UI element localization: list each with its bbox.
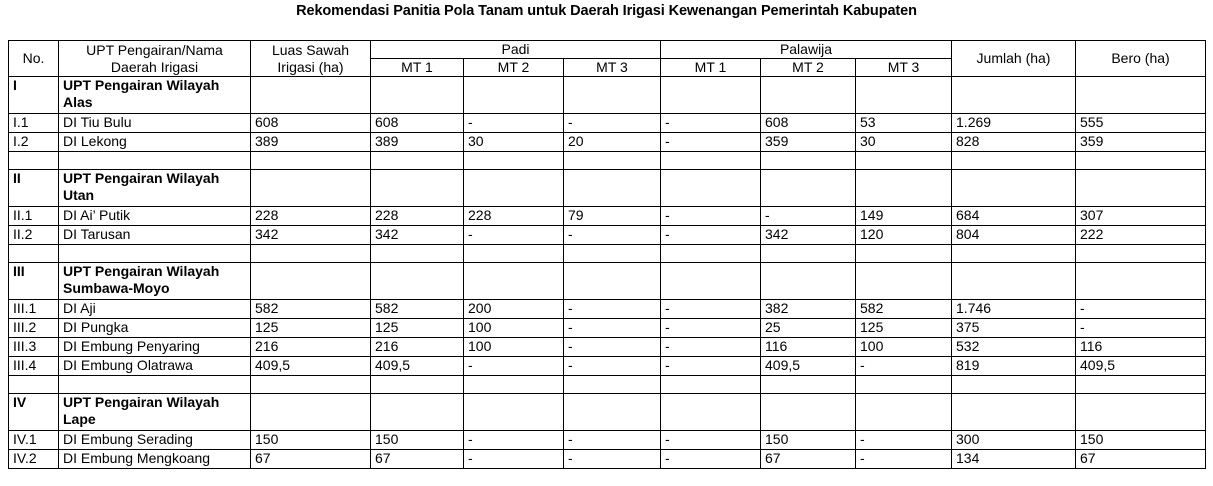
empty-cell [464,152,564,170]
group-row [9,170,1206,207]
row-no-cell: III.1 [9,300,59,319]
empty-cell [856,170,952,207]
luas-sawah-cell: 389 [251,133,371,152]
empty-cell [564,245,661,263]
empty-cell [661,394,761,431]
irrigation-area-name-cell: DI Ai’ Putik [59,207,251,226]
empty-cell [952,245,1076,263]
padi-mt1-cell: 228 [371,207,464,226]
irrigation-area-name-cell: DI Embung Serading [59,431,251,450]
table-row [9,319,1206,338]
header-padi-mt2: MT 2 [464,59,564,77]
empty-cell [564,394,661,431]
palawija-mt2-cell: 25 [761,319,856,338]
padi-mt3-cell: - [564,450,661,469]
jumlah-cell: 819 [952,357,1076,376]
empty-cell [761,152,856,170]
empty-cell [661,263,761,300]
header-upt: UPT Pengairan/Nama Daerah Irigasi [59,41,251,77]
empty-cell [856,376,952,394]
empty-cell [761,77,856,114]
palawija-mt3-cell: 149 [856,207,952,226]
empty-cell [59,152,251,170]
row-no-cell: I.2 [9,133,59,152]
empty-cell [464,245,564,263]
empty-cell [59,376,251,394]
empty-cell [464,394,564,431]
page-title: Rekomendasi Panitia Pola Tanam untuk Daerah Irigasi Kewenangan Pemerintah Kabupaten [296,3,917,19]
empty-cell [856,263,952,300]
palawija-mt2-cell: - [761,207,856,226]
header-palawija-mt2: MT 2 [761,59,856,77]
empty-cell [1076,263,1206,300]
padi-mt3-cell: 79 [564,207,661,226]
padi-mt1-cell: 216 [371,338,464,357]
jumlah-cell: 828 [952,133,1076,152]
group-row [9,263,1206,300]
empty-cell [1076,394,1206,431]
empty-cell [464,77,564,114]
table-row [9,133,1206,152]
spacer-row [9,152,1206,170]
spacer-row [9,245,1206,263]
empty-cell [251,170,371,207]
bero-cell: 67 [1076,450,1206,469]
empty-cell [564,77,661,114]
empty-cell [661,170,761,207]
padi-mt3-cell: - [564,357,661,376]
empty-cell [251,245,371,263]
table-row [9,338,1206,357]
row-no-cell: III.2 [9,319,59,338]
empty-cell [856,394,952,431]
group-name: UPT Pengairan Wilayah Alas [59,77,251,114]
luas-sawah-cell: 125 [251,319,371,338]
luas-sawah-cell: 342 [251,226,371,245]
palawija-mt1-cell: - [661,319,761,338]
irrigation-area-name-cell: DI Embung Mengkoang [59,450,251,469]
irrigation-area-name-cell: DI Embung Penyaring [59,338,251,357]
bero-cell: - [1076,319,1206,338]
empty-cell [464,170,564,207]
palawija-mt1-cell: - [661,226,761,245]
empty-cell [952,170,1076,207]
empty-cell [371,263,464,300]
bero-cell: 409,5 [1076,357,1206,376]
empty-cell [761,170,856,207]
header-row [9,41,1206,59]
palawija-mt1-cell: - [661,450,761,469]
luas-sawah-cell: 216 [251,338,371,357]
empty-cell [251,394,371,431]
jumlah-cell: 1.269 [952,114,1076,133]
palawija-mt3-cell: - [856,357,952,376]
empty-cell [761,245,856,263]
palawija-mt2-cell: 608 [761,114,856,133]
palawija-mt2-cell: 382 [761,300,856,319]
palawija-mt2-cell: 116 [761,338,856,357]
padi-mt2-cell: 100 [464,338,564,357]
palawija-mt3-cell: - [856,450,952,469]
empty-cell [952,152,1076,170]
palawija-mt1-cell: - [661,338,761,357]
padi-mt3-cell: - [564,431,661,450]
header-padi-mt3: MT 3 [564,59,661,77]
table-row [9,114,1206,133]
palawija-mt3-cell: 125 [856,319,952,338]
row-no-cell: II.1 [9,207,59,226]
empty-cell [251,376,371,394]
padi-mt3-cell: - [564,114,661,133]
row-no-cell: IV.1 [9,431,59,450]
table-row [9,300,1206,319]
group-row [9,394,1206,431]
empty-cell [251,263,371,300]
group-name: UPT Pengairan Wilayah Sumbawa-Moyo [59,263,251,300]
empty-cell [251,152,371,170]
irrigation-area-name-cell: DI Pungka [59,319,251,338]
empty-cell [856,152,952,170]
padi-mt2-cell: 30 [464,133,564,152]
palawija-mt1-cell: - [661,431,761,450]
row-no-cell: I.1 [9,114,59,133]
empty-cell [661,77,761,114]
irrigation-area-name-cell: DI Embung Olatrawa [59,357,251,376]
palawija-mt2-cell: 409,5 [761,357,856,376]
irrigation-area-name-cell: DI Tiu Bulu [59,114,251,133]
bero-cell: 307 [1076,207,1206,226]
bero-cell: 116 [1076,338,1206,357]
padi-mt2-cell: - [464,357,564,376]
empty-cell [371,152,464,170]
padi-mt1-cell: 125 [371,319,464,338]
empty-cell [661,152,761,170]
group-name: UPT Pengairan Wilayah Utan [59,170,251,207]
luas-sawah-cell: 409,5 [251,357,371,376]
empty-cell [761,376,856,394]
header-palawija-mt1: MT 1 [661,59,761,77]
padi-mt1-cell: 409,5 [371,357,464,376]
empty-cell [564,263,661,300]
padi-mt2-cell: 100 [464,319,564,338]
empty-cell [9,376,59,394]
empty-cell [952,263,1076,300]
empty-cell [564,152,661,170]
jumlah-cell: 532 [952,338,1076,357]
palawija-mt2-cell: 342 [761,226,856,245]
header-palawija-mt3: MT 3 [856,59,952,77]
padi-mt3-cell: - [564,338,661,357]
palawija-mt1-cell: - [661,133,761,152]
table-row [9,450,1206,469]
table-row [9,431,1206,450]
empty-cell [1076,77,1206,114]
luas-sawah-cell: 608 [251,114,371,133]
padi-mt1-cell: 582 [371,300,464,319]
empty-cell [371,170,464,207]
empty-cell [1076,376,1206,394]
empty-cell [564,170,661,207]
padi-mt1-cell: 608 [371,114,464,133]
group-number: III [9,263,59,300]
empty-cell [761,394,856,431]
empty-cell [371,394,464,431]
empty-cell [856,77,952,114]
spacer-row [9,376,1206,394]
padi-mt1-cell: 342 [371,226,464,245]
padi-mt2-cell: - [464,450,564,469]
group-name: UPT Pengairan Wilayah Lape [59,394,251,431]
padi-mt2-cell: - [464,226,564,245]
palawija-mt2-cell: 67 [761,450,856,469]
padi-mt2-cell: 228 [464,207,564,226]
padi-mt3-cell: - [564,300,661,319]
padi-mt3-cell: 20 [564,133,661,152]
bero-cell: 150 [1076,431,1206,450]
palawija-mt1-cell: - [661,357,761,376]
table-body [9,41,1206,469]
header-padi: Padi [371,41,661,59]
irrigation-area-name-cell: DI Aji [59,300,251,319]
empty-cell [952,77,1076,114]
empty-cell [661,376,761,394]
empty-cell [952,394,1076,431]
padi-mt2-cell: - [464,114,564,133]
palawija-mt3-cell: 120 [856,226,952,245]
group-row [9,77,1206,114]
table-row [9,357,1206,376]
padi-mt3-cell: - [564,226,661,245]
empty-cell [564,376,661,394]
luas-sawah-cell: 150 [251,431,371,450]
empty-cell [251,77,371,114]
palawija-mt3-cell: 582 [856,300,952,319]
header-no: No. [9,41,59,77]
padi-mt1-cell: 150 [371,431,464,450]
group-number: II [9,170,59,207]
padi-mt1-cell: 389 [371,133,464,152]
empty-cell [1076,152,1206,170]
palawija-mt3-cell: 100 [856,338,952,357]
luas-sawah-cell: 582 [251,300,371,319]
empty-cell [1076,170,1206,207]
jumlah-cell: 804 [952,226,1076,245]
empty-cell [952,376,1076,394]
empty-cell [9,245,59,263]
empty-cell [464,263,564,300]
empty-cell [1076,245,1206,263]
jumlah-cell: 300 [952,431,1076,450]
header-palawija: Palawija [661,41,952,59]
palawija-mt1-cell: - [661,114,761,133]
empty-cell [59,245,251,263]
bero-cell: 359 [1076,133,1206,152]
irrigation-area-name-cell: DI Lekong [59,133,251,152]
empty-cell [464,376,564,394]
luas-sawah-cell: 228 [251,207,371,226]
palawija-mt2-cell: 150 [761,431,856,450]
rekomendasi-table [8,40,1206,469]
header-padi-mt1: MT 1 [371,59,464,77]
jumlah-cell: 1.746 [952,300,1076,319]
row-no-cell: III.4 [9,357,59,376]
jumlah-cell: 375 [952,319,1076,338]
empty-cell [371,376,464,394]
empty-cell [856,245,952,263]
palawija-mt1-cell: - [661,207,761,226]
padi-mt3-cell: - [564,319,661,338]
group-number: I [9,77,59,114]
palawija-mt3-cell: 30 [856,133,952,152]
empty-cell [761,263,856,300]
palawija-mt3-cell: 53 [856,114,952,133]
padi-mt1-cell: 67 [371,450,464,469]
luas-sawah-cell: 67 [251,450,371,469]
bero-cell: 222 [1076,226,1206,245]
palawija-mt3-cell: - [856,431,952,450]
bero-cell: - [1076,300,1206,319]
palawija-mt1-cell: - [661,300,761,319]
empty-cell [371,245,464,263]
palawija-mt2-cell: 359 [761,133,856,152]
jumlah-cell: 684 [952,207,1076,226]
row-no-cell: IV.2 [9,450,59,469]
empty-cell [661,245,761,263]
group-number: IV [9,394,59,431]
empty-cell [9,152,59,170]
bero-cell: 555 [1076,114,1206,133]
row-no-cell: III.3 [9,338,59,357]
padi-mt2-cell: - [464,431,564,450]
jumlah-cell: 134 [952,450,1076,469]
header-luas: Luas Sawah Irigasi (ha) [251,41,371,77]
table-row [9,207,1206,226]
irrigation-area-name-cell: DI Tarusan [59,226,251,245]
table-row [9,226,1206,245]
row-no-cell: II.2 [9,226,59,245]
header-jumlah: Jumlah (ha) [952,41,1076,77]
empty-cell [371,77,464,114]
padi-mt2-cell: 200 [464,300,564,319]
header-bero: Bero (ha) [1076,41,1206,77]
